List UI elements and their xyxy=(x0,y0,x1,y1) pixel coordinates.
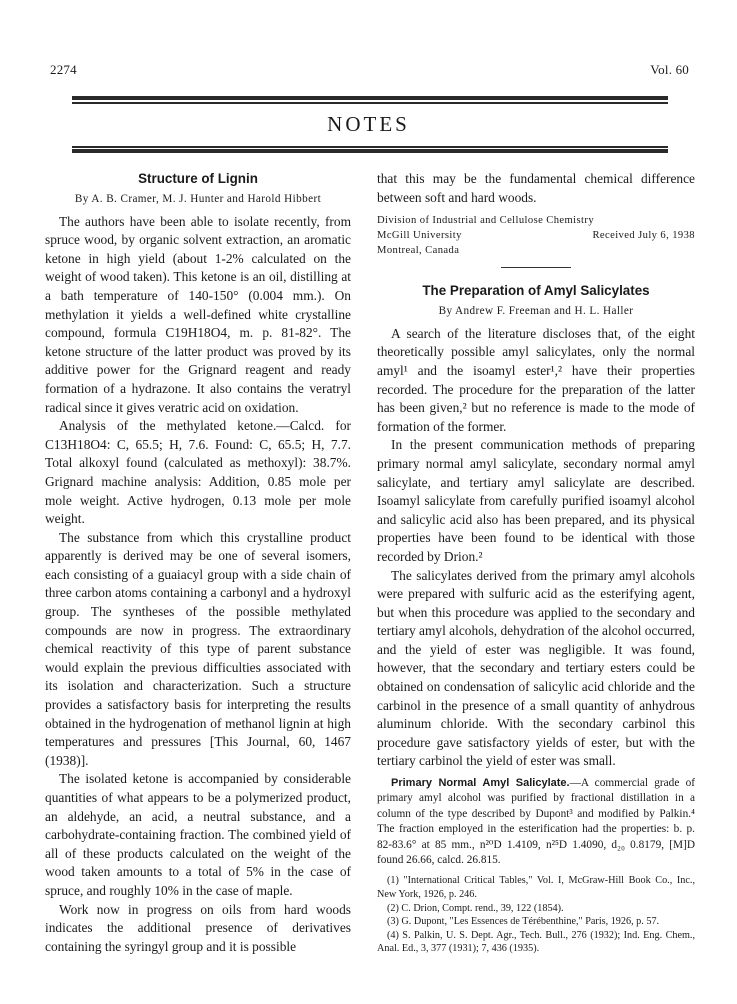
affiliation-division: Division of Industrial and Cellulose Chemistry xyxy=(377,215,595,227)
footnote-3: (3) G. Dupont, "Les Essences de Térébenthine," Paris, 1926, p. 57. xyxy=(387,916,660,928)
article1-paragraph-2: Analysis of the methylated ketone.—Calcd. for C13H18O4: C, 65.5; H, 7.6. Found: C, 65.5; H, 7.7. Total alkoxyl found (calculated as methoxyl): 38.7%. Grignard machine analysis: Addition, 0.85 mole per mole weight. Active hydrogen, 0.13 mole per mole weight. xyxy=(45,418,351,527)
article2-paragraph-3: The salicylates derived from the primary amyl alcohols were prepared with sulfuric acid as the esterifying agent, but when this procedure was applied to the secondary and tertiary amyl alcohols, dehydration of the alcohol occurred, and the yield of ester was negligible. It was found, however, that the secondary and tertiary esters could be obtained on condensation of salicylic acid chloride and the carbinol in the presence of a small quantity of anhydrous aluminum chloride. With the secondary carbinol this procedure gave satisfactory yields of ester, but with the tertiary carbinol the yield of ester was small. xyxy=(377,567,695,769)
page-number: 2274 xyxy=(50,62,77,77)
article1-affiliation xyxy=(377,213,695,258)
right-column xyxy=(377,170,695,956)
article1-paragraph-3: The substance from which this crystalline product apparently is derived may be one of several isomers, each consisting of a guaiacyl group with a side chain of three carbon atoms containing a carbonyl and a hydroxyl group. The syntheses of the possible methylated compounds are now in progress. The extraordinary chemical reactivity of this type of parent substance would explain the previous difficulties associated with its isolation and characterization. Such a structure provides a satisfactory basis for interpreting the results obtained in the hydrogenation of methanol lignin at high temperatures and pressures [This Journal, 60, 1467 (1938)]. xyxy=(45,529,351,768)
article1-paragraph-5-continued: that this may be the fundamental chemical difference between soft and hard woods. xyxy=(377,171,695,205)
article2-subsection xyxy=(377,776,695,868)
article2-byline: By Andrew F. Freeman and H. L. Haller xyxy=(438,305,634,318)
affiliation-university: McGill University xyxy=(377,230,462,242)
affiliation-row xyxy=(377,228,695,243)
volume-label: Vol. 60 xyxy=(650,62,689,77)
left-column xyxy=(45,170,351,956)
footnotes xyxy=(377,874,695,956)
article1-title: Structure of Lignin xyxy=(138,171,258,186)
header-rule-bottom xyxy=(72,149,668,153)
subsection-heading: Primary Normal Amyl Salicylate. xyxy=(391,777,570,790)
article-separator xyxy=(501,267,571,268)
article1-paragraph-1: The authors have been able to isolate recently, from spruce wood, by organic solvent extraction, an aromatic ketone in high yield (about 1-2% calculated on the weight of wood taken). This ketone is an oil, distilling at a bath temperature of 140-150° (0.004 mm.). On methylation it yields a well-defined white crystalline compound, formula C19H18O4, m. p. 81-82°. The ketone structure of the latter product was proved by its additive power for the Grignard reagent and ready formation of a hydrazone. It also contains the veratryl radical since it gives veratric acid on oxidation. xyxy=(45,213,351,415)
article2-title: The Preparation of Amyl Salicylates xyxy=(422,283,650,299)
section-title: NOTES xyxy=(327,112,410,136)
footnote-4: (4) S. Palkin, U. S. Dept. Agr., Tech. Bull., 276 (1932); Ind. Eng. Chem., Anal. Ed., 3, 377 (1931); 7, 436 (1935). xyxy=(377,929,695,955)
article2-paragraph-1: A search of the literature discloses that, of the eight theoretically possible amyl salicylates, only the normal amyl¹ and the isoamyl ester¹,² have their properties recorded. The procedure for the preparation of the latter has been given,² but no reference is made to the mode of formation of the former. xyxy=(377,325,695,434)
article2-paragraph-2: In the present communication methods of preparing primary normal amyl salicylate, secondary normal amyl salicylate, and tertiary amyl salicylate are described. Isoamyl salicylate from carefully purified isoamyl alcohol and salicylic acid also has been prepared, and its physical properties have been found to be identical with those recorded by Drion.² xyxy=(377,437,695,564)
header-rule-top-thin xyxy=(72,102,668,104)
footnote-1: (1) "International Critical Tables," Vol. I, McGraw-Hill Book Co., Inc., New York, 1926, p. 246. xyxy=(377,875,695,901)
article1-paragraph-5: Work now in progress on oils from hard woods indicates the additional presence of derivatives containing the syringyl group and it is possible xyxy=(45,901,351,954)
header-rule-top xyxy=(72,96,668,100)
affiliation-city: Montreal, Canada xyxy=(377,245,460,257)
article1-paragraph-4: The isolated ketone is accompanied by considerable quantities of what appears to be a polymerized product, an aldehyde, an acid, a neutral substance, and a carbohydrate-containing fraction. The combined yield of all of these products calculated on the weight of the wood taken amounts to a total of 5% in the case of spruce, and roughly 10% in the case of maple. xyxy=(45,771,351,898)
received-date: Received July 6, 1938 xyxy=(592,230,695,242)
header-rule-bottom-thin xyxy=(72,146,668,148)
article1-byline: By A. B. Cramer, M. J. Hunter and Harold Hibbert xyxy=(74,193,322,205)
footnote-2: (2) C. Drion, Compt. rend., 39, 122 (1854). xyxy=(387,902,564,914)
subsection-text: —A commercial grade of primary amyl alcohol was purified by fractional distillation in a column of the type described by Dupont³ and modified by Palkin.⁴ The fraction employed in the esterification had the properties: b. p. 82-83.6° at 85 mm., n²⁰D 1.4109, n²⁵D 1.4090, d₂₀ 0.8179, [M]D found 26.66, calcd. 26.815. xyxy=(377,777,695,867)
